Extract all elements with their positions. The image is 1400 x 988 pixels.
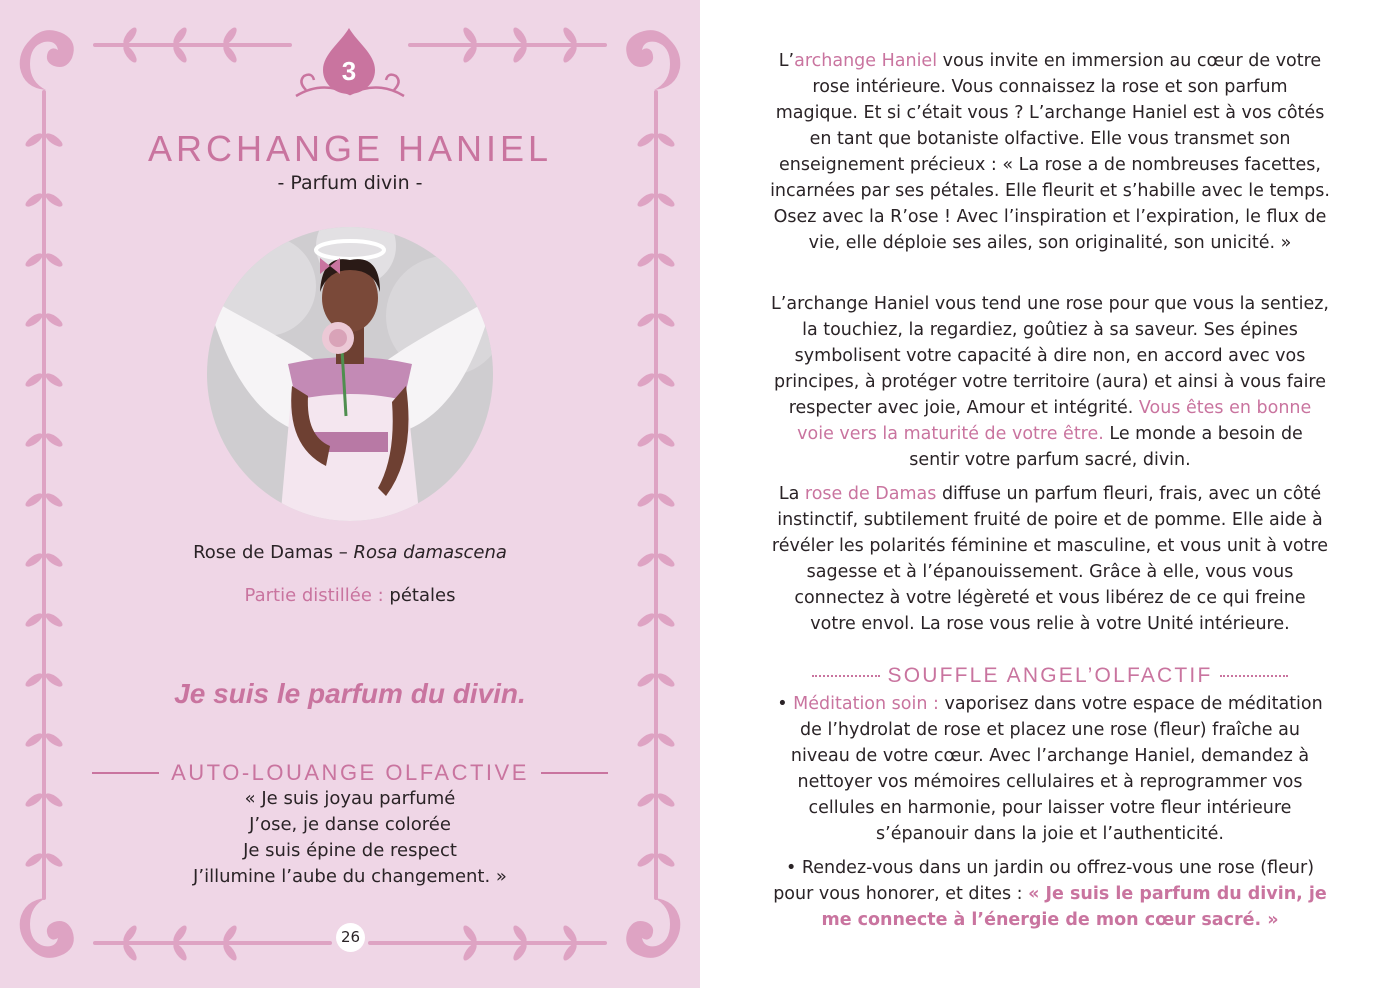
right-page: [700, 0, 1400, 988]
poem-line: Je suis épine de respect: [243, 840, 457, 861]
heading-rule-left: [92, 772, 159, 774]
poem-line: J’illumine l’aube du changement. »: [193, 866, 507, 887]
paragraph-rose-damas: [770, 481, 1330, 637]
plant-name: [100, 542, 600, 563]
auto-louange-poem: [100, 786, 600, 890]
text-span: vous invite en immersion au cœur de votre rose intérieure. Vous connaissez la rose et son parfum magique. Et si c’était vous ? L’archange Haniel est à vos côtés en tant que botaniste olfactive. Elle vous transmet son enseignement précieux : « La rose a de nombreuses facettes, incarnées par ses pétales. Elle fleurit et s’habille avec le temps. Osez avec la R’ose ! Avec l’inspiration et l’expiration, le flux de vie, elle déploie ses ailes, son originalité, son unicité. »: [770, 51, 1330, 253]
affirmation: Je suis le parfum du divin.: [174, 678, 526, 709]
card-number: 3: [341, 56, 357, 86]
text-span: L’: [778, 51, 795, 71]
highlight-rose-damas: rose de Damas: [804, 484, 937, 504]
dotted-rule-left: [812, 675, 880, 677]
souffle-heading: [796, 661, 1304, 691]
page-subtitle: - Parfum divin -: [277, 172, 423, 194]
plant-latin-name: Rosa damascena: [353, 542, 507, 563]
plant-common-name: Rose de Damas –: [193, 542, 354, 563]
distilled-part: [100, 585, 600, 606]
highlight-archange-haniel: archange Haniel: [794, 51, 938, 71]
distilled-value: pétales: [389, 585, 456, 606]
distilled-label: Partie distillée :: [244, 585, 390, 606]
text-span: Le monde a besoin de sentir votre parfum sacré, divin.: [909, 424, 1303, 470]
poem-line: « Je suis joyau parfumé: [244, 788, 456, 809]
bullet-meditation: [770, 691, 1330, 847]
text-span: • Rendez-vous dans un jardin ou offrez-vous une rose (fleur) pour vous honorer, et dites :: [773, 858, 1315, 904]
bullet: •: [777, 694, 794, 714]
auto-louange-heading: [92, 758, 608, 788]
text-span: L’archange Haniel vous tend une rose pour que vous la sentiez, la touchiez, la regardiez, goûtiez à sa saveur. Ses épines symbolisent votre capacité à dire non, en accord avec vos principes, à protéger votre territoire (aura) et ainsi à vous faire respecter avec joie, Amour et intégrité.: [771, 294, 1329, 418]
dotted-rule-right: [1220, 675, 1288, 677]
auto-louange-title: AUTO-LOUANGE OLFACTIVE: [171, 760, 529, 785]
meditation-label: Méditation soin :: [793, 694, 939, 714]
text-span: vaporisez dans votre espace de méditation de l’hydrolat de rose et placez une rose (fleur) fraîche au niveau de votre cœur. Avec l’archange Haniel, demandez à nettoyer vos mémoires cellulaires et à reprogrammer vos cellules en harmonie, pour laisser votre fleur intérieure s’épanouir dans la joie et l’authenticité.: [790, 694, 1323, 844]
text-span: diffuse un parfum fleuri, frais, avec un côté instinctif, subtilement fruité de poire et de pomme. Elle aide à révéler les polarités féminine et masculine, et vous unit à votre sagesse et à l’épanouissement. Grâce à elle, vous vous connectez à votre légèreté et vous libérez de ce qui freine votre envol. La rose vous relie à votre Unité intérieure.: [771, 484, 1329, 634]
archangel-illustration: [206, 226, 494, 522]
paragraph-rose-gift: [770, 291, 1330, 473]
paragraph-intro: [770, 48, 1330, 256]
page-number: 26: [336, 923, 365, 952]
souffle-title: SOUFFLE ANGEL’OLFACTIF: [887, 664, 1213, 687]
poem-line: J’ose, je danse colorée: [249, 814, 451, 835]
highlight-maturity: Vous êtes en bonne voie vers la maturité de votre être.: [797, 398, 1312, 444]
bullet-garden: [770, 855, 1330, 933]
affirmation-quote: « Je suis le parfum du divin, je me connecte à l’énergie de mon cœur sacré. »: [821, 884, 1327, 930]
page-title: ARCHANGE HANIEL: [147, 128, 553, 169]
heading-rule-right: [541, 772, 608, 774]
text-span: La: [778, 484, 805, 504]
